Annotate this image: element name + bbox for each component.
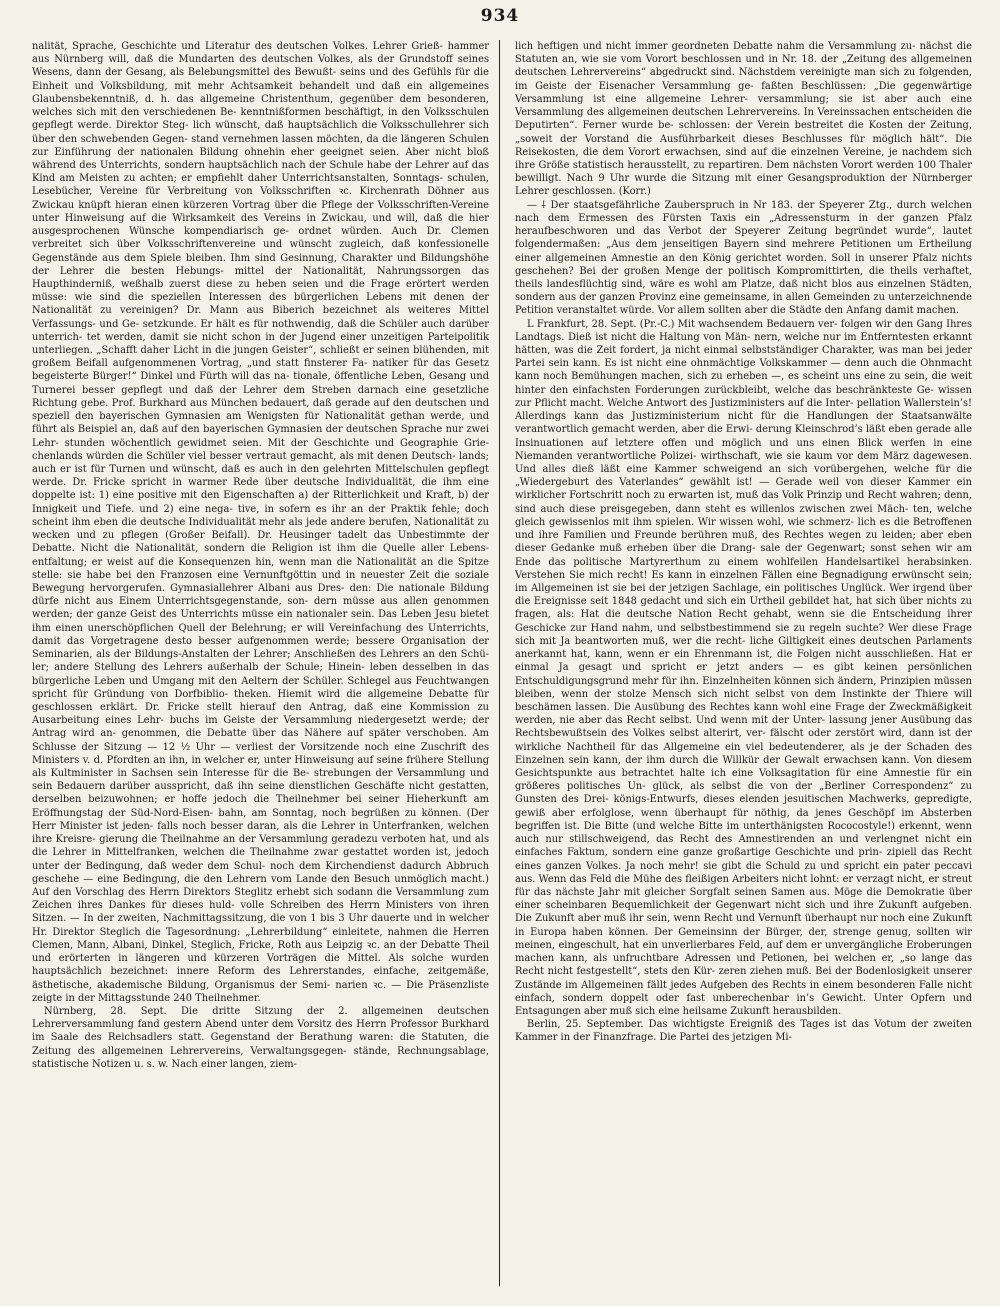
article-speyerer-zeitung: — ⸸ Der staatsgefährliche Zauberspruch in Nr 183. der Speyerer Ztg., durch welchen nach dem Ermessen des Fürsten Taxis ein „Adressensturm in der ganzen Pfalz heraufbeschworen und das Verbot der Speyerer Zeitung begründet wurde“, lautet folgendermaßen: „Aus dem jenseitigen Bayern sind mehrere Petitionen um Ertheilung einer allgemeinen Amnestie an den König gerichtet worden. Soll in unserer Pfalz nichts geschehen? Bei der großen Menge der politisch Kompromittirten, die theils verhaftet, theils landesflüchtig sind, wäre es wohl am Platze, daß nicht blos aus einzelnen Städten, sondern aus der ganzen Provinz eine gemeinsame, in allen Gemeinden zu unterzeichnende Petition veranstaltet würde. Vor allem sollten aber die Städte den Anfang damit machen. (515, 199, 972, 317)
article-nuernberg-continued: lich heftigen und nicht immer geordneten Debatte nahm die Versammlung zu- nächst die Statuten an, wie sie vom Vorort beschlossen und in Nr. 18. der „Zeitung des allgemeinen deutschen Lehrervereins“ abgedruckt sind. Nächstdem vereinigte man sich zu folgenden, im Geiste der Eisenacher Versammlung ge- faßten Beschlüssen: „Die gegenwärtige Versammlung ist eine allgemeine Lehrer- versammlung; sie ist aber auch eine Versammlung des allgemeinen deutschen Lehrervereins. In Vereinssachen entscheiden die Deputirten“. Ferner wurde be- schlossen: der Verein bestreitet die Kosten der Zeitung, „soweit der Vorstand die Ausführbarkeit dieses Beschlusses für möglich hält“. Die Reisekosten, die dem Vorort erwachsen, sind auf die einzelnen Vereine, je nachdem sich ihre Größe statistisch herausstellt, zu repartiren. Dem nächsten Vorort werden 100 Thaler bewilligt. Nach 9 Uhr wurde die Sitzung mit einer Gesangsproduktion der Nürnberger Lehrer geschlossen. (Korr.) (515, 41, 972, 198)
right-column (515, 40, 972, 1286)
article-berlin: Berlin, 25. September. Das wichtigste Ereigniß des Tages ist das Votum der zweiten Kammer in der Finanzfrage. Die Partei des jetzigen Mi- (515, 1019, 972, 1044)
article-nuernberg-third-session: Nürnberg, 28. Sept. Die dritte Sitzung der 2. allgemeinen deutschen Lehrerversammlung fand gestern Abend unter dem Vorsitz des Herrn Professor Burkhard im Saale des Reichsadlers statt. Gegenstand der Berathung waren: die Statuten, die Zeitung des allgemeinen Lehrervereins, Verwaltungsgegen- stände, Rechnungsablage, statistische Notizen u. s. w. Nach einer langen, ziem- (32, 1005, 489, 1070)
page-number: 934 (480, 6, 520, 26)
article-lehrerversammlung-debate: nalität, Sprache, Geschichte und Literatur des deutschen Volkes. Lehrer Grieß- hammer aus Nürnberg will, daß die Mundarten des deutschen Volkes, als der Grundstoff seines Wesens, dann der Gesang, als Belebungsmittel des Bewußt- seins und des Gefühls für die Einheit und Volksbildung, mit mehr Achtsamkeit behandelt und daß ein allgemeines Glaubensbekenntniß, d. h. das allgemeine Christenthum, gegenüber dem besonderen, welches sich mit den verschiedenen Be- kenntnißformen beschäftigt, in den Volksschulen gepflegt werde. Direktor Steg- lich wünscht, daß hauptsächlich die Volksschullehrer sich über den schwebenden Gegen- stand vernehmen lassen möchten, da die längeren Schulen zur Einführung der nationalen Bildung ohnehin eher geeignet seien. Aber nicht bloß während des Unterrichts, sondern hauptsächlich nach der Schule habe der Lehrer auf das Kind am Meisten zu achten; er empfiehlt daher Unterrichtsanstalten, Sonntags- schulen, Lesebücher, Vereine für Verbreitung von Volksschriften ꝛc. Kirchenrath Döhner aus Zwickau knüpft hieran einen kürzeren Vortrag über die Pflege der Volksschriften-Vereine unter Hinweisung auf die Wirksamkeit des Vereins in Zwickau, und will, daß die hier ausgesprochenen Wünsche kompendiarisch ge- ordnet würden. Auch Dr. Clemen verbreitet sich über Volksschriftenvereine und wünscht zugleich, daß konfessionelle Gegenstände aus dem Spiele bleiben. Ihm sind Gesinnung, Charakter und Bildungshöhe der Lehrer die besten Hebungs- mittel der Nationalität, Nahrungssorgen das Haupthinderniß, weßhalb zuerst diese zu heben seien und die Frage erörtert werden müsse: wie sind die speziellen Interessen des bürgerlichen Lebens mit denen der Nationalität zu vereinigen? Dr. Mann aus Biberich bezeichnet als weiteres Mittel Verfassungs- und Ge- setzkunde. Er hält es für nothwendig, daß die Schüler auch darüber unterrich- tet werden, damit sie nicht schon in der Jugend einer unzeitigen Parteipolitik unterliegen. „Schafft daher Licht in die jungen Geister“, schließt er seinen blühenden, mit großem Beifall aufgenommenen Vortrag, „und statt finsterer Fa- natiker für das Gesetz begeisterte Bürger!“ Dinkel und Fürth will das na- tionale, öffentliche Leben, Gesang und Turnerei besser gepflegt und daß der Lehrer dem Streben darnach eine gesetzliche Richtung gebe. Prof. Burkhard aus München bedauert, daß gerade auf den deutschen und speziell den bayerischen Gymnasien am Wenigsten für Nationalität gethan werde, und führt als Beispiel an, daß auf den bayerischen Gymnasien der deutschen Sprache nur zwei Lehr- stunden wöchentlich gewidmet seien. Mit der Geschichte und Geographie Grie- chenlands würden die Schüler viel besser vertraut gemacht, als mit denen Deutsch- lands; auch er ist für Turnen und wünscht, daß es auch in den gelehrten Mittelschulen gepflegt werde. Dr. Fricke spricht in warmer Rede über deutsche Individualität, die ihm eine doppelte ist: 1) eine positive mit den Eigenschaften a) der Ritterlichkeit und Kraft, b) der Innigkeit und Tiefe. und 2) eine nega- tive, in sofern es ihr an der Praktik fehle; doch scheint ihm eben die deutsche Individualität mehr als jede andere berufen, Nationalität zu wecken und zu pflegen (Großer Beifall). Dr. Heusinger tadelt das Unbestimmte der Debatte. Nicht die Nationalität, sondern die Religion ist ihm die Quelle aller Lebens- entfaltung; er weist auf die Konsequenzen hin, wenn man die Nationalität an die Spitze stelle: sie habe bei den Franzosen eine Vernunftgöttin und in neuester Zeit die soziale Bewegung hervorgerufen. Gymnasiallehrer Albani aus Dres- den: Die nationale Bildung dürfe nicht aus Einem Unterrichtsgegenstande, son- dern müsse aus allen genommen werden; der ganze Geist des Unterrichts müsse ein nationaler sein. Das Leben Jesu bietet ihm einen unerschöpflichen Quell der Belehrung; er will Vereinfachung des Unterrichts, damit das Vorgetragene desto besser aufgenommen werde; bessere Organisation der Seminarien, als der Bildungs-Anstalten der Lehrer; Anschließen des Lehrers an den Schü- ler; andere Stellung des Lehrers außerhalb der Schule; Hinein- leben desselben in das bürgerliche Leben und Umgang mit den Aeltern der Schüler. Schlegel aus Feuchtwangen spricht für Gründung von Dorfbiblio- theken. Hiemit wird die allgemeine Debatte für geschlossen erklärt. Dr. Fricke stellt hierauf den Antrag, daß eine Kommission zu Ausarbeitung eines Lehr- buchs im Geiste der Versammlung niedergesetzt werde; der Antrag wird an- genommen, die Debatte über das Nähere auf später verschoben. Am Schlusse der Sitzung — 12 ½ Uhr — verliest der Vorsitzende noch eine Zuschrift des Ministers v. d. Pfordten an ihn, in welcher er, unter Hinweisung auf seine frühere Stellung als Kultminister in Sachsen sein Interesse für die Be- strebungen der Versammlung und sein Bedauern darüber ausspricht, daß ihn seine dienstlichen Geschäfte nicht gestatten, derselben beizuwohnen; er hoffe jedoch die Theilnehmer bei seiner Hieherkunft am Eröffnungstag der Süd-Nord-Eisen- bahn, am Sonntag, noch begrüßen zu können. (Der Herr Minister ist jeden- falls noch besser daran, als die Lehrer in Unterfranken, welchen ihre Kreisre- gierung die Theilnahme an der Versammlung geradezu verboten hat, und als die Lehrer in Mittelfranken, welchen die Theilnahme zwar gestattet worden ist, jedoch unter der Bedingung, daß weder dem Schul- noch dem Kirchendienst dadurch Abbruch geschehe — eine Bedingung, die den Lehrern vom Lande den Besuch unmöglich macht.) Auf den Vorschlag des Herrn Direktors Steglitz erhebt sich sodann die Versammlung zum Zeichen ihres Dankes für dieses huld- volle Schreiben des Herrn Ministers von ihren Sitzen. — In der zweiten, Nachmittagssitzung, die von 1 bis 3 Uhr dauerte und in welcher Hr. Direktor Steglich die Tagesordnung: „Lehrerbildung“ einleitete, nahmen die Herren Clemen, Mann, Albani, Dinkel, Steglich, Fricke, Roth aus Leipzig ꝛc. an der Debatte Theil und erörterten in längeren und kürzeren Vorträgen die Mittel. Als solche wurden hauptsächlich bezeichnet: innere Reform des Lehrerstandes, einfache, zeitgemäße, ästhetische, akademische Bildung, Organismus der Semi- narien ꝛc. — Die Präsenzliste zeigte in der Mittagsstunde 240 Theilnehmer. (32, 41, 489, 1004)
text-columns (32, 40, 972, 1286)
article-frankfurt: L Frankfurt, 28. Sept. (Pr.-C.) Mit wachsendem Bedauern ver- folgen wir den Gang Ihres Landtags. Dieß ist nicht die Haltung von Män- nern, welche nur im Entferntesten erkannt hätten, was die Zeit fordert, ja nicht einmal selbstständiger Charakter, was man bei jeder Partei sein kann. Es ist nicht eine ohnmächtige Volkskammer — denn auch die Ohnmacht kann noch Bemühungen machen, sich zu erheben —, es scheint uns eine zu sein, die weit hinter den einfachsten Forderungen zurückbleibt, welche das beschränkteste Ge- wissen zur Pflicht macht. Welche Antwort des Justizministers auf die Inter- pellation Wallerstein’s! Allerdings kann das Justizministerium nicht für die Handlungen der Staatsanwälte verantwortlich gemacht werden, aber die Erwi- derung Kleinschrod’s läßt eben gerade alle Insinuationen auf letztere offen und möglich und uns einen Blick werfen in eine Niemanden verantwortliche Polizei- wirthschaft, wie sie kaum vor dem März dagewesen. Und alles dieß läßt eine Kammer schweigend an sich vorübergehen, welche für die „Wiedergeburt des Vaterlandes“ gewählt ist! — Gerade weil von dieser Kammer ein wirklicher Fortschritt noch zu erwarten ist, muß das Volk Prinzip und Recht wahren; denn, sind auch diese preisgegeben, dann steht es willenlos zwischen zwei Mäch- ten, welche gleich gewissenlos mit ihm spielen. Wir wissen wohl, wie schmerz- lich es die Betroffenen und ihre Familien und Freunde berühren muß, des Rechtes wegen zu leiden; aber eben dieser Gedanke muß erheben über die Drang- sale der Gegenwart; sonst sehen wir am Ende das politische Martyrerthum zu einem wohlfeilen Handelsartikel herabsinken. Verstehen Sie mich recht! Es kann in einzelnen Fällen eine Begnadigung erwünscht sein; im Allgemeinen ist sie bei der jetzigen Sachlage, ein politisches Unglück. Wer irgend über die Ereignisse seit 1848 gedacht und sich ein Urtheil gebildet hat, hat sich über nichts zu fragen, als: Hat die deutsche Nation Recht gehabt, wenn sie die Entscheidung ihrer Geschicke zur Hand nahm, und selbstbestimmend sie zu regeln suchte? Wer diese Frage sich mit Ja beantworten muß, wer die recht- liche Giltigkeit eines deutschen Parlaments anerkannt hat, kann, wenn er ein Ehrenmann ist, die Folgen nicht ausschließen. Hat er einmal Ja gesagt und spricht er jetzt anders — es gibt keinen persönlichen Entschuldigungsgrund mehr für ihn. Einzelnheiten können sich ändern, Prinzipien müssen bleiben, wenn der stolze Mensch sich nicht selbst von dem Instinkte der Thiere will beschämen lassen. Die Ausübung des Rechtes kann wohl eine Frage der Zweckmäßigkeit werden, nie aber das Recht selbst. Und wenn mit der Unter- lassung jener Ausübung das Rechtsbewußtsein des Volkes selbst alterirt, ver- fälscht oder zerstört wird, dann ist der wirkliche Nachtheil für das Allgemeine ein viel bedeutenderer, als je der Schaden des Einzelnen sein kann, der ihm durch die Willkür der Gewalt erwachsen kann. Von diesem Gesichtspunkte aus betrachtet halte ich eine Volksagitation für eine Amnestie für ein größeres politisches Un- glück, als selbst die von der „Berliner Correspondenz“ zu Gunsten des Drei- königs-Entwurfs, dieses elenden jesuitischen Machwerks, gepredigte, gewiß aber erfolglose, wenn überhaupt für nöthig, da jenes Geschöpf im Absterben begriffen ist. Die Bitte (und welche Bitte im unterthänigsten Rococostyle!) erkennt, wenn auch nur stillschweigend, das Recht des Amnestirenden an und verlengnet nicht ein einfaches Faktum, sondern eine ganze großartige Geschichte und prin- zipiell das Recht eines ganzen Volkes. Ja noch mehr! sie gibt die Schuld zu und spricht ein pater peccavi aus. Wenn das Feld die Mühe des fleißigen Arbeiters nicht lohnt: er verzagt nicht, er streut für das nächste Jahr mit gleicher Sorgfalt seinen Samen aus. Möge die Demokratie über einer scheinbaren Bequemlichkeit der Gegenwart nicht sich und ihre Zukunft aufgeben. Die Zukunft aber muß ihr sein, wenn Recht und Vernunft überhaupt nur noch eine Zukunft in Europa haben können. Der Gemeinsinn der Bürger, der, strenge genug, sollten wir meinen, eingeschult, hat ein unverlierbares Feld, auf dem er unvergängliche Eroberungen machen kann, als unfruchtbare Adressen und Petionen, bei welchen er, „so lange das Recht nicht festgestellt“, stets den Kür- zeren ziehen muß. Bei der Bodenlosigkeit unserer Zustände im Allgemeinen fällt jedes Aufgeben des Rechts in einem besonderen Falle nicht einfach, sondern doppelt oder fast unberechenbar in’s Gewicht. Unter Opfern und Entsagungen aber muß sich eine heilsame Zukunft herausbilden. (515, 318, 972, 1017)
left-column (32, 40, 489, 1286)
